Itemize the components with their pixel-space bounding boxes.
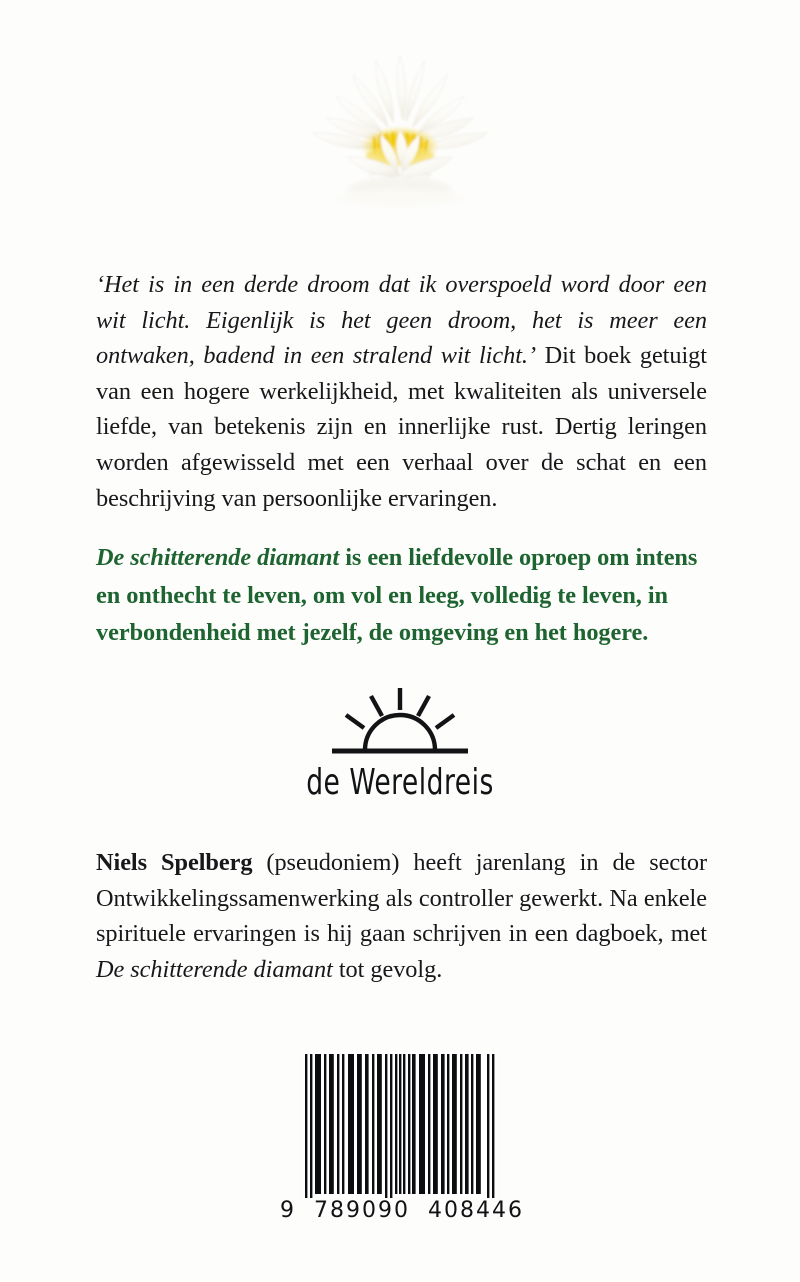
publisher-name: de Wereldreis [306,762,494,803]
pull-quote-text: Het is in een derde droom dat ik overspoeld word door een wit licht. Eigenlijk is het geen droom, het is meer een ontwaken, badend in een stralend wit licht. [96,271,707,370]
author-name: Niels Spelberg [96,849,253,876]
highlight-book-title: De schitterende diamant [96,544,340,571]
rising-sun-icon [324,684,476,758]
pull-quote-open-mark: ‘ [96,271,105,298]
intro-description-text: Dit boek getuigt van een hogere werkelijkheid, met kwaliteiten als universele liefde, van betekenis zijn en innerlijke rust. Dertig leringen worden afgewisseld met een verhaal over de schat en een beschrijving van persoonlijke ervaringen. [96,342,707,512]
barcode-bars [302,1052,498,1198]
publisher-logo [0,684,800,802]
author-bio-block [96,845,707,987]
intro-paragraph [96,267,707,516]
horizon-line [332,749,468,754]
intro-paragraph-block [96,267,707,516]
highlight-text: is een liefdevolle oproep om intens en onthecht te leven, om vol en leeg, volledig te leven, in verbondenheid met jezelf, de omgeving en het hogere. [96,544,698,646]
barcode-digits: 9 789090 408446 [280,1198,524,1223]
highlight-paragraph-block [96,539,707,652]
isbn-barcode [0,1052,800,1223]
white-lotus-flower-image [275,34,525,214]
pull-quote-close-mark: ’ [527,342,536,370]
author-bio-book-title: De schitterende diamant [96,955,333,983]
highlight-paragraph [96,539,707,652]
author-bio-text-1: (pseudoniem) heeft jarenlang in de sector Ontwikkelingssamenwerking als controller gewerkt. Na enkele spirituele ervaringen is hij gaan schrijven in een dagboek, met [96,849,707,948]
hero-image-container [0,34,800,219]
author-bio-text-2: tot gevolg. [332,955,443,983]
author-bio-paragraph [96,845,707,987]
